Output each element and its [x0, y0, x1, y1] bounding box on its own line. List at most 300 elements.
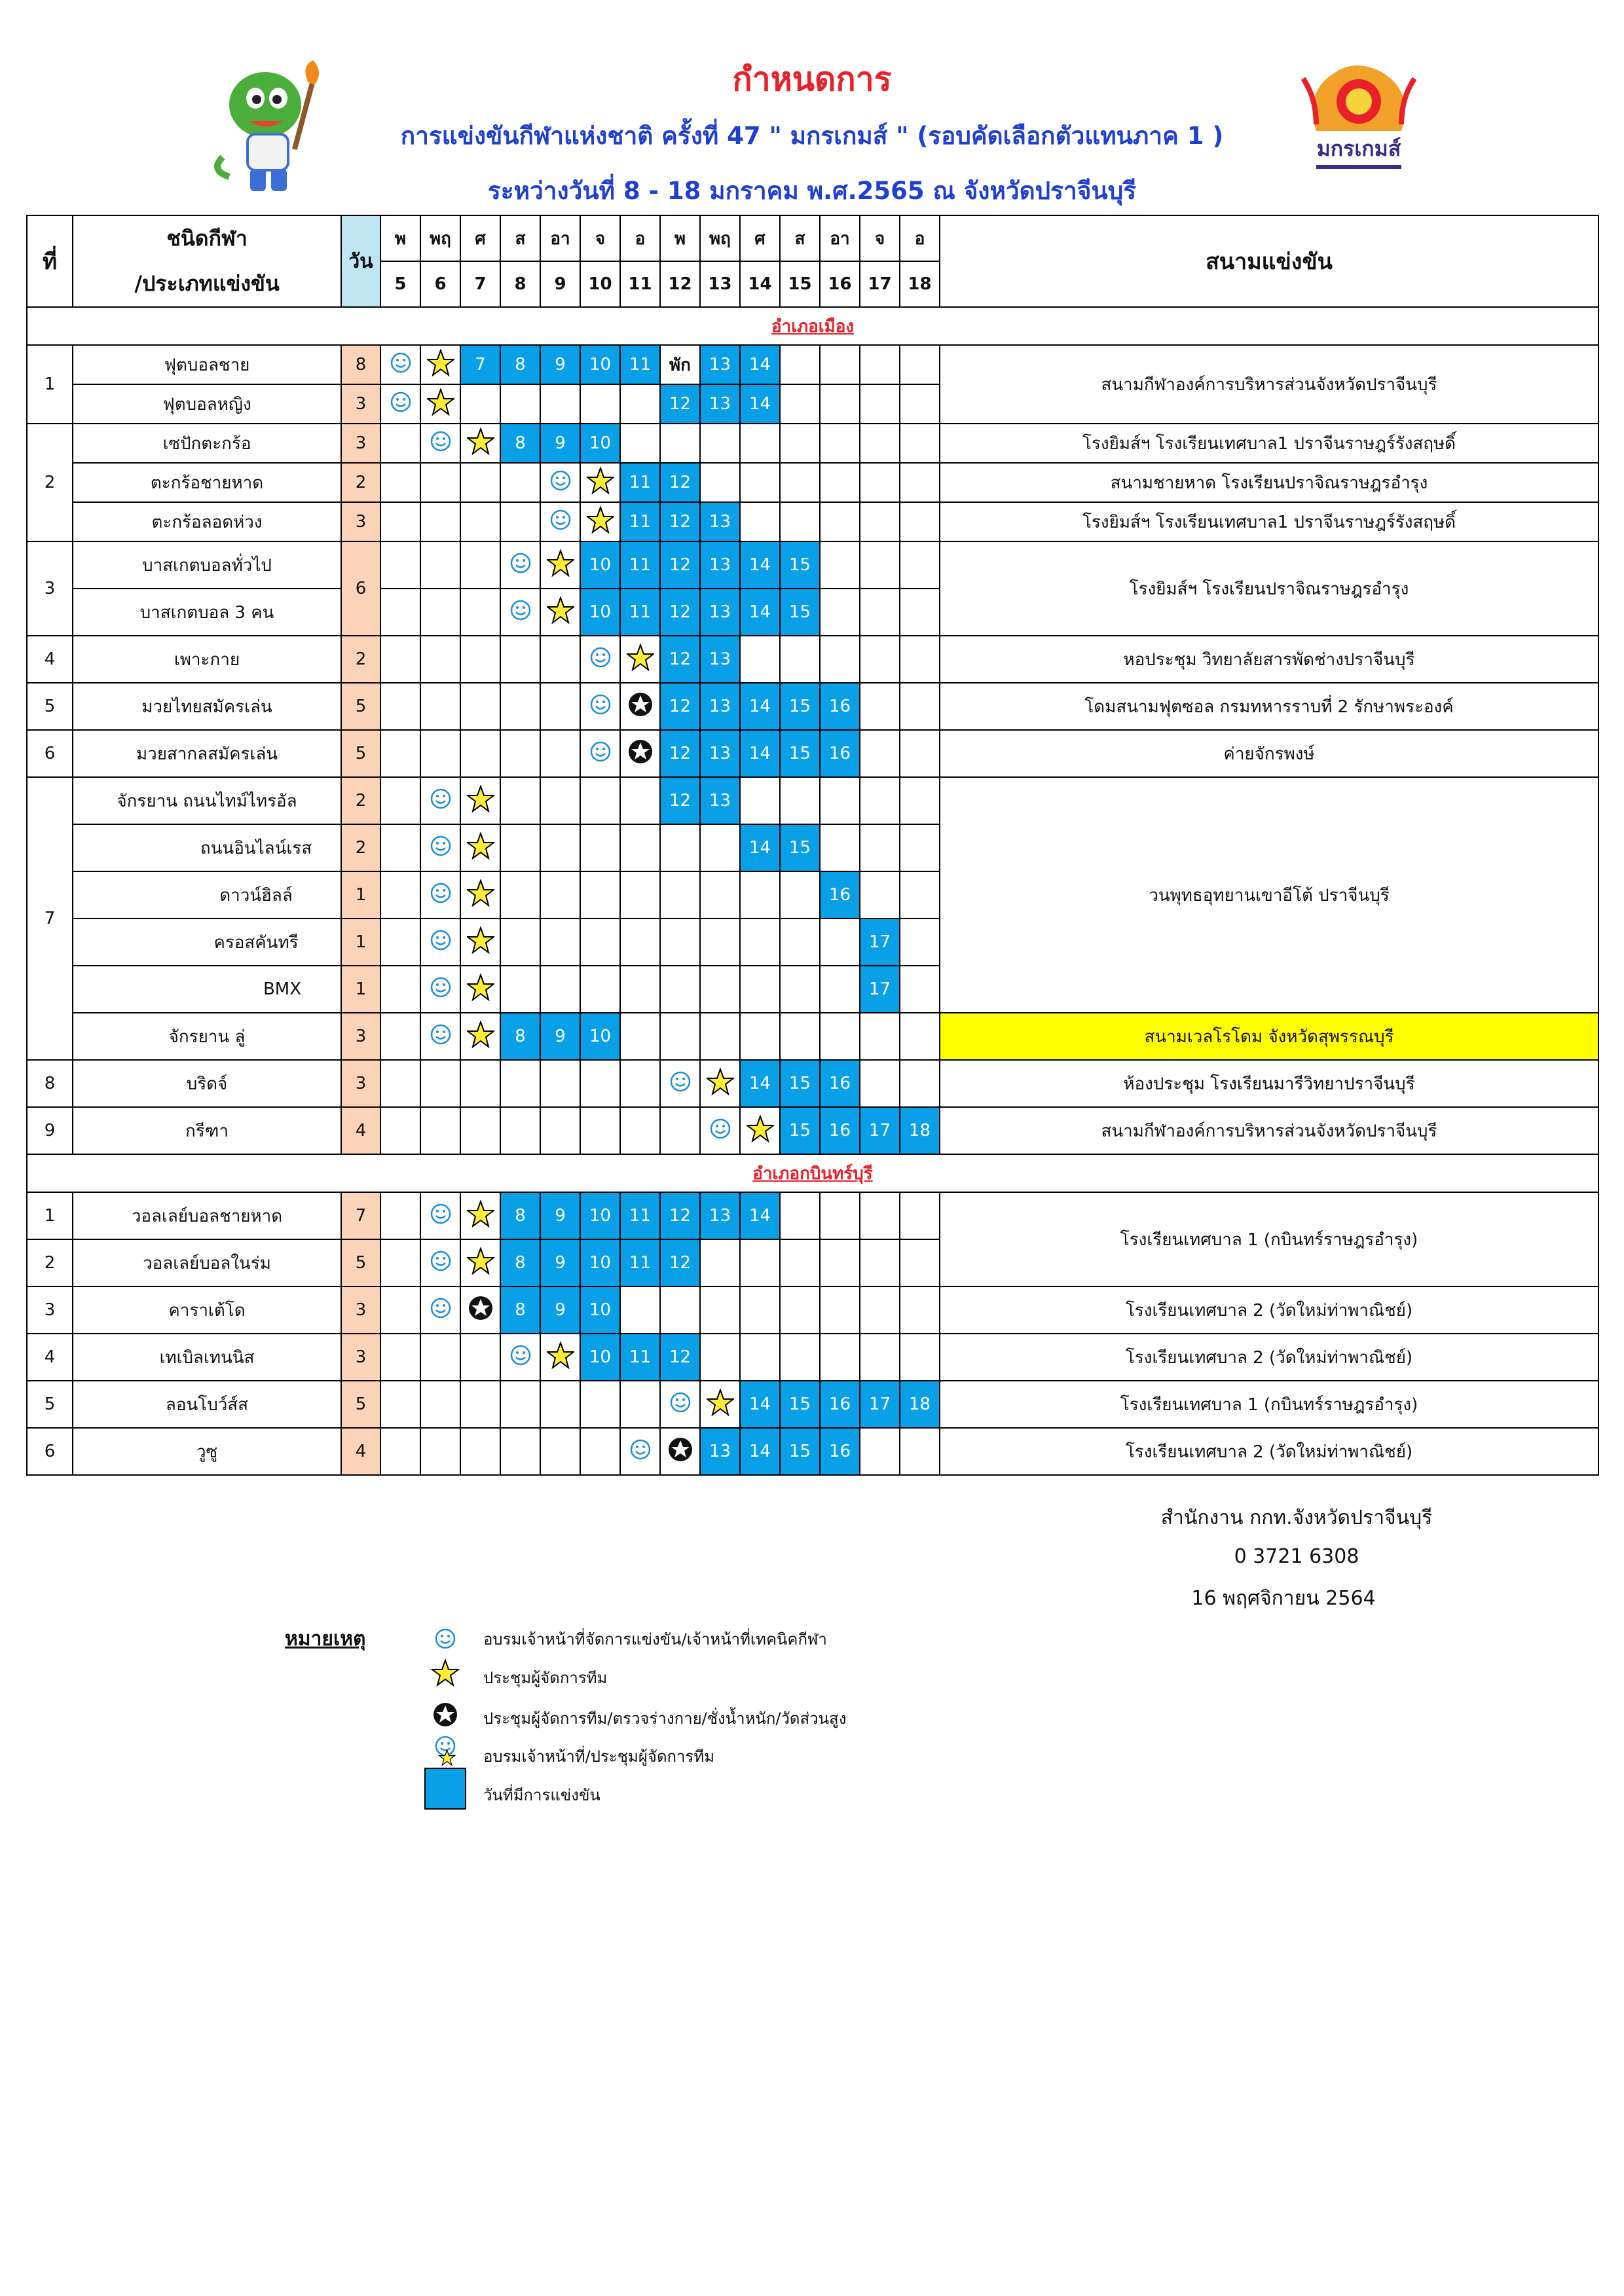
days-count: 8	[341, 345, 380, 384]
event-marker	[460, 871, 500, 919]
competition-day: 12	[660, 541, 700, 589]
smile-icon	[430, 835, 452, 857]
empty-day	[380, 824, 420, 871]
days-count: 2	[341, 463, 380, 502]
empty-day	[620, 824, 660, 871]
empty-day	[740, 1334, 780, 1381]
empty-day	[420, 1334, 460, 1381]
event-marker	[420, 384, 460, 424]
competition-day: 13	[700, 502, 740, 541]
empty-day	[740, 463, 780, 502]
empty-day	[900, 1428, 940, 1475]
sport-name: บาสเกตบอลทั่วไป	[73, 541, 341, 589]
date-header: 10	[580, 261, 620, 307]
empty-day	[900, 730, 940, 777]
days-count: 3	[341, 424, 380, 463]
event-marker	[500, 589, 540, 636]
empty-day	[780, 384, 820, 424]
empty-day	[380, 777, 420, 824]
empty-day	[700, 1013, 740, 1060]
empty-day	[540, 730, 580, 777]
star-icon	[547, 549, 574, 577]
competition-day: 14	[740, 1192, 780, 1239]
empty-day	[380, 463, 420, 502]
venue: โรงยิมส์ฯ โรงเรียนเทศบาล1 ปราจีนราษฎร์รังสฤษดิ์	[940, 502, 1598, 541]
days-count: 3	[341, 502, 380, 541]
empty-day	[660, 1286, 700, 1334]
star-icon	[427, 349, 454, 376]
sport-name: ดาวน์ฮิลล์	[73, 871, 341, 919]
sport-name: ครอสคันทรี	[73, 919, 341, 966]
days-count: 2	[341, 777, 380, 824]
table-row	[27, 1107, 1598, 1154]
competition-day: 11	[620, 1239, 660, 1286]
venue: สนามชายหาด โรงเรียนปราจิณราษฎรอำรุง	[940, 463, 1598, 502]
competition-day: 10	[580, 1286, 620, 1334]
competition-day: 12	[660, 463, 700, 502]
star-icon	[587, 506, 614, 534]
empty-day	[460, 730, 500, 777]
empty-day	[820, 636, 860, 683]
empty-day	[860, 502, 900, 541]
competition-day: 8	[500, 1192, 540, 1239]
empty-day	[620, 1107, 660, 1154]
competition-day: 15	[780, 730, 820, 777]
table-row	[27, 636, 1598, 683]
row-number: 6	[27, 730, 73, 777]
date-header: 12	[660, 261, 700, 307]
competition-day: 16	[820, 1428, 860, 1475]
empty-day	[420, 1060, 460, 1107]
row-number: 3	[27, 541, 73, 636]
weekday-header: อา	[540, 215, 580, 261]
weekday-header: อ	[900, 215, 940, 261]
weekday-header: อา	[820, 215, 860, 261]
empty-day	[500, 1381, 540, 1428]
competition-day: 18	[900, 1107, 940, 1154]
empty-day	[900, 919, 940, 966]
empty-day	[420, 463, 460, 502]
smile-icon	[430, 1203, 452, 1225]
event-marker	[580, 502, 620, 541]
competition-day: 11	[620, 1334, 660, 1381]
empty-day	[780, 919, 820, 966]
days-count: 3	[341, 384, 380, 424]
event-marker	[540, 463, 580, 502]
empty-day	[620, 1286, 660, 1334]
empty-day	[460, 1107, 500, 1154]
venue: โรงเรียนเทศบาล 1 (กบินทร์ราษฎรอำรุง)	[940, 1192, 1598, 1286]
empty-day	[580, 871, 620, 919]
empty-day	[540, 966, 580, 1013]
black-star-icon	[468, 1295, 494, 1321]
empty-day	[460, 636, 500, 683]
empty-day	[780, 1286, 820, 1334]
empty-day	[380, 1013, 420, 1060]
event-period: ระหว่างวันที่ 8 - 18 มกราคม พ.ศ.2565 ณ จังหวัดปราจีนบุรี	[487, 177, 1137, 205]
sport-name: บาสเกตบอล 3 คน	[73, 589, 341, 636]
smile-icon	[549, 469, 572, 492]
competition-day: 12	[660, 636, 700, 683]
date-header: 6	[420, 261, 460, 307]
days-count: 3	[341, 1013, 380, 1060]
star-icon	[467, 879, 494, 907]
competition-day: 11	[620, 541, 660, 589]
empty-day	[580, 1428, 620, 1475]
empty-day	[900, 1286, 940, 1334]
empty-day	[380, 1334, 420, 1381]
empty-day	[740, 1239, 780, 1286]
footer-phone: 0 3721 6308	[1234, 1545, 1359, 1568]
empty-day	[380, 1381, 420, 1428]
smile-icon	[390, 352, 412, 374]
venue: โดมสนามฟุตซอล กรมทหารราบที่ 2 รักษาพระองค์	[940, 683, 1598, 730]
empty-day	[780, 1013, 820, 1060]
days-count: 7	[341, 1192, 380, 1239]
empty-day	[860, 1060, 900, 1107]
empty-day	[380, 541, 420, 589]
competition-day: 14	[740, 345, 780, 384]
star-icon	[747, 1115, 774, 1142]
empty-day	[380, 1107, 420, 1154]
empty-day	[380, 636, 420, 683]
competition-day: 14	[740, 683, 780, 730]
empty-day	[660, 1107, 700, 1154]
date-header: 5	[380, 261, 420, 307]
smile-icon	[430, 1297, 452, 1319]
empty-day	[500, 463, 540, 502]
empty-day	[780, 1334, 820, 1381]
competition-day: 11	[620, 502, 660, 541]
competition-day: 10	[580, 345, 620, 384]
competition-day: 13	[700, 683, 740, 730]
empty-day	[620, 919, 660, 966]
competition-day: 8	[500, 345, 540, 384]
competition-day: 10	[580, 589, 620, 636]
empty-day	[620, 1060, 660, 1107]
empty-day	[620, 777, 660, 824]
empty-day	[820, 777, 860, 824]
row-number: 9	[27, 1107, 73, 1154]
event-marker	[420, 424, 460, 463]
empty-day	[700, 919, 740, 966]
table-row	[27, 1013, 1598, 1060]
venue: วนพุทธอุทยานเขาอีโต้ ปราจีนบุรี	[940, 777, 1598, 1013]
empty-day	[860, 683, 900, 730]
star-icon	[547, 596, 574, 624]
venue: โรงยิมส์ฯ โรงเรียนเทศบาล1 ปราจีนราษฎร์รังสฤษดิ์	[940, 424, 1598, 463]
venue: โรงเรียนเทศบาล 2 (วัดใหม่ท่าพาณิชย์)	[940, 1428, 1598, 1475]
event-marker	[420, 919, 460, 966]
sport-name: ลอนโบว์ส์ส	[73, 1381, 341, 1428]
star-icon	[467, 832, 494, 860]
competition-day: 12	[660, 502, 700, 541]
event-marker	[460, 1013, 500, 1060]
row-number: 2	[27, 1239, 73, 1286]
date-header: 8	[500, 261, 540, 307]
empty-day	[540, 919, 580, 966]
table-row	[27, 1334, 1598, 1381]
smile-icon	[509, 552, 532, 574]
empty-day	[660, 824, 700, 871]
empty-day	[900, 636, 940, 683]
venue: สนามเวลโรโดม จังหวัดสุพรรณบุรี	[940, 1013, 1598, 1060]
empty-day	[740, 919, 780, 966]
star-icon	[587, 467, 614, 494]
table-row	[27, 345, 1598, 384]
competition-day: 12	[660, 730, 700, 777]
empty-day	[900, 966, 940, 1013]
empty-day	[580, 824, 620, 871]
competition-day: 12	[660, 1239, 700, 1286]
event-marker	[620, 1428, 660, 1475]
days-count: 5	[341, 1381, 380, 1428]
empty-day	[500, 966, 540, 1013]
row-number: 6	[27, 1428, 73, 1475]
table-row	[27, 502, 1598, 541]
sport-name: ฟุตบอลหญิง	[73, 384, 341, 424]
empty-day	[900, 384, 940, 424]
empty-day	[540, 384, 580, 424]
weekday-header: พ	[380, 215, 420, 261]
event-marker	[420, 777, 460, 824]
table-row	[27, 683, 1598, 730]
empty-day	[380, 1286, 420, 1334]
legend-star-icon	[419, 1656, 471, 1689]
makara-games-logo	[1290, 52, 1428, 183]
empty-day	[820, 345, 860, 384]
event-marker	[460, 824, 500, 871]
empty-day	[860, 777, 900, 824]
sport-name: ตะกร้อชายหาด	[73, 463, 341, 502]
empty-day	[380, 683, 420, 730]
empty-day	[500, 636, 540, 683]
date-header: 13	[700, 261, 740, 307]
empty-day	[660, 966, 700, 1013]
empty-day	[380, 730, 420, 777]
empty-day	[860, 589, 900, 636]
empty-day	[860, 541, 900, 589]
event-marker	[540, 589, 580, 636]
smile-icon	[709, 1118, 731, 1140]
smile-icon	[430, 976, 452, 998]
empty-day	[820, 1192, 860, 1239]
smile-icon	[589, 740, 612, 763]
competition-day: 9	[540, 1239, 580, 1286]
date-header: 7	[460, 261, 500, 307]
sport-name: วอลเลย์บอลในร่ม	[73, 1239, 341, 1286]
empty-day	[540, 871, 580, 919]
date-header: 9	[540, 261, 580, 307]
competition-day: 13	[700, 384, 740, 424]
empty-day	[860, 730, 900, 777]
sport-name: เทเบิลเทนนิส	[73, 1334, 341, 1381]
empty-day	[500, 1428, 540, 1475]
empty-day	[460, 1428, 500, 1475]
empty-day	[460, 683, 500, 730]
event-marker	[740, 1107, 780, 1154]
empty-day	[700, 966, 740, 1013]
row-number: 1	[27, 345, 73, 424]
event-marker	[420, 345, 460, 384]
empty-day	[900, 1239, 940, 1286]
weekday-header: พฤ	[700, 215, 740, 261]
smile-icon	[430, 1023, 452, 1046]
empty-day	[620, 384, 660, 424]
row-number: 4	[27, 1334, 73, 1381]
empty-day	[460, 589, 500, 636]
empty-day	[860, 345, 900, 384]
empty-day	[900, 871, 940, 919]
empty-day	[820, 1334, 860, 1381]
weekday-header: พฤ	[420, 215, 460, 261]
empty-day	[860, 824, 900, 871]
competition-day: 9	[540, 1286, 580, 1334]
empty-day	[540, 1428, 580, 1475]
empty-day	[580, 1381, 620, 1428]
legend-smile-star-text: อบรมเจ้าหน้าที่/ประชุมผู้จัดการทีม	[483, 1747, 715, 1766]
empty-day	[420, 683, 460, 730]
empty-day	[780, 966, 820, 1013]
empty-day	[460, 1334, 500, 1381]
empty-day	[380, 1428, 420, 1475]
legend-smile-text: อบรมเจ้าหน้าที่จัดการแข่งขัน/เจ้าหน้าที่เทคนิคกีฬา	[483, 1630, 827, 1649]
empty-day	[420, 589, 460, 636]
col-sport-header-2: /ประเภทแข่งขัน	[73, 261, 341, 307]
empty-day	[460, 1381, 500, 1428]
event-marker	[660, 1428, 700, 1475]
competition-day: 13	[700, 1192, 740, 1239]
event-marker	[420, 824, 460, 871]
event-marker	[540, 1334, 580, 1381]
weekday-header: ส	[780, 215, 820, 261]
star-icon	[467, 1021, 494, 1048]
event-marker	[500, 1334, 540, 1381]
empty-day	[860, 1013, 900, 1060]
empty-day	[380, 1060, 420, 1107]
days-count: 1	[341, 919, 380, 966]
competition-day: 15	[780, 1428, 820, 1475]
competition-day: 16	[820, 1060, 860, 1107]
venue: หอประชุม วิทยาลัยสารพัดช่างปราจีนบุรี	[940, 636, 1598, 683]
row-number: 8	[27, 1060, 73, 1107]
competition-day: 15	[780, 1060, 820, 1107]
venue: โรงยิมส์ฯ โรงเรียนปราจิณราษฎรอำรุง	[940, 541, 1598, 636]
venue: ค่ายจักรพงษ์	[940, 730, 1598, 777]
days-count: 3	[341, 1060, 380, 1107]
empty-day	[820, 966, 860, 1013]
days-count: 1	[341, 871, 380, 919]
sport-name: บริดจ์	[73, 1060, 341, 1107]
empty-day	[900, 683, 940, 730]
competition-day: 17	[860, 919, 900, 966]
row-number: 7	[27, 777, 73, 1060]
empty-day	[820, 1286, 860, 1334]
competition-day: 10	[580, 424, 620, 463]
smile-icon	[669, 1070, 692, 1093]
empty-day	[380, 919, 420, 966]
empty-day	[820, 589, 860, 636]
table-row	[27, 730, 1598, 777]
competition-day: 9	[540, 345, 580, 384]
empty-day	[540, 1060, 580, 1107]
empty-day	[700, 424, 740, 463]
event-marker	[620, 730, 660, 777]
competition-day: 17	[860, 1381, 900, 1428]
empty-day	[860, 384, 900, 424]
empty-day	[900, 777, 940, 824]
event-marker	[420, 1192, 460, 1239]
sport-name: กรีฑา	[73, 1107, 341, 1154]
empty-day	[380, 1192, 420, 1239]
competition-day: 10	[580, 1334, 620, 1381]
empty-day	[420, 1428, 460, 1475]
empty-day	[780, 777, 820, 824]
days-count: 2	[341, 636, 380, 683]
competition-day: 10	[580, 541, 620, 589]
event-marker	[540, 502, 580, 541]
sport-name: วูซู	[73, 1428, 341, 1475]
competition-day: 16	[820, 730, 860, 777]
empty-day	[580, 966, 620, 1013]
event-marker	[700, 1381, 740, 1428]
date-header: 16	[820, 261, 860, 307]
event-marker	[460, 1286, 500, 1334]
empty-day	[540, 777, 580, 824]
table-row	[27, 1060, 1598, 1107]
empty-day	[740, 871, 780, 919]
empty-day	[500, 777, 540, 824]
competition-day: 14	[740, 541, 780, 589]
table-row	[27, 424, 1598, 463]
smile-icon	[589, 646, 612, 668]
empty-day	[620, 1013, 660, 1060]
star-icon	[467, 1200, 494, 1228]
empty-day	[420, 502, 460, 541]
empty-day	[700, 824, 740, 871]
legend-black-star-icon	[419, 1698, 471, 1731]
col-venue-header: สนามแข่งขัน	[940, 215, 1598, 307]
date-header: 11	[620, 261, 660, 307]
sport-name: เพาะกาย	[73, 636, 341, 683]
competition-day: 10	[580, 1013, 620, 1060]
event-marker	[500, 541, 540, 589]
empty-day	[380, 1239, 420, 1286]
venue: โรงเรียนเทศบาล 1 (กบินทร์ราษฎรอำรุง)	[940, 1381, 1598, 1428]
weekday-header: อ	[620, 215, 660, 261]
table-row	[27, 463, 1598, 502]
empty-day	[740, 636, 780, 683]
competition-day: 12	[660, 1192, 700, 1239]
competition-day: 15	[780, 1381, 820, 1428]
weekday-header: ส	[500, 215, 540, 261]
empty-day	[500, 1107, 540, 1154]
competition-day: 14	[740, 730, 780, 777]
event-marker	[580, 636, 620, 683]
empty-day	[780, 1192, 820, 1239]
empty-day	[420, 541, 460, 589]
event-marker	[620, 636, 660, 683]
page-subtitle: การแข่งขันกีฬาแห่งชาติ ครั้งที่ 47 " มกรเกมส์ " (รอบคัดเลือกตัวแทนภาค 1 )	[400, 122, 1224, 150]
empty-day	[420, 636, 460, 683]
event-marker	[460, 919, 500, 966]
empty-day	[740, 1286, 780, 1334]
row-number: 1	[27, 1192, 73, 1239]
empty-day	[500, 824, 540, 871]
competition-day: 11	[620, 345, 660, 384]
competition-day: 16	[820, 871, 860, 919]
smile-icon	[430, 1250, 452, 1272]
